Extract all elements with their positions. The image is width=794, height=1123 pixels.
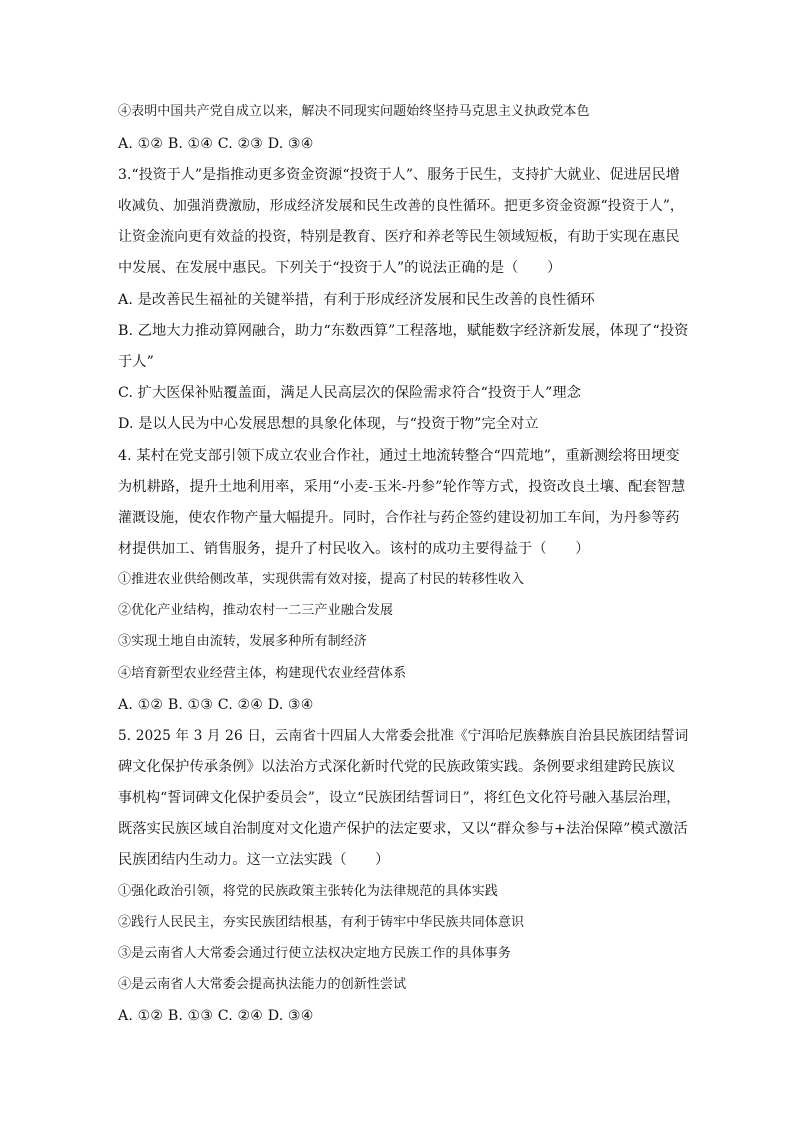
q3-option-d: D. 是以人民为中心发展思想的具象化体现，与“投资于物”完全对立 [118,416,539,432]
q5-statement-3: ③是云南省人大常委会通过行使立法权决定地方民族工作的具体事务 [118,946,512,961]
q2-statement-4: ④表明中国共产党自成立以来，解决不同现实问题始终坚持马克思主义执政党本色 [118,104,590,119]
q5-choices: A. ①② B. ①③ C. ②④ D. ③④ [118,1008,314,1024]
q4-choices: A. ①② B. ①③ C. ②④ D. ③④ [118,697,314,713]
q3-option-b-line-2: 于人” [118,354,154,370]
q5-statement-2: ②践行人民民主，夯实民族团结根基，有利于铸牢中华民族共同体意识 [118,915,525,930]
q4-stem-line-2: 为机耕路，提升土地利用率，采用“小麦-玉米-丹参”轮作等方式，投资改良土壤、配套智慧 [118,479,686,495]
q3-option-a: A. 是改善民生福祉的关键举措，有利于形成经济发展和民生改善的良性循环 [118,292,595,308]
q3-stem-line-2: 收减负、加强消费激励，形成经济发展和民生改善的良性循环。把更多资金资源“投资于人”， [118,198,684,214]
q3-stem-line-3: 让资金流向更有效益的投资，特别是教育、医疗和养老等民生领域短板，有助于实现在惠民 [118,229,680,245]
q4-statement-3: ③实现土地自由流转，发展多种所有制经济 [118,634,367,649]
q5-stem-line-4: 既落实民族区域自治制度对文化遗产保护的法定要求，又以“群众参与+法治保障”模式激活 [118,821,688,837]
q5-stem-line-3: 事机构“誓词碑文化保护委员会”，设立“民族团结誓词日”，将红色文化符号融入基层治理， [118,790,681,806]
q5-stem-line-1: 5. 2025 年 3 月 26 日，云南省十四届人大常委会批准《宁洱哈尼族彝族自治县民族团结誓词 [118,728,689,744]
q5-stem-line-5: 民族团结内生动力。这一立法实践（ ） [118,852,390,868]
q4-statement-1: ①推进农业供给侧改革，实现供需有效对接，提高了村民的转移性收入 [118,572,525,587]
q5-statement-1: ①强化政治引领，将党的民族政策主张转化为法律规范的具体实践 [118,884,498,899]
q4-statement-2: ②优化产业结构，推动农村一二三产业融合发展 [118,603,394,618]
q4-stem-line-4: 材提供加工、销售服务，提升了村民收入。该村的成功主要得益于（ ） [118,541,590,557]
q2-choices: A. ①② B. ①④ C. ②③ D. ③④ [118,136,314,152]
q4-statement-4: ④培育新型农业经营主体，构建现代农业经营体系 [118,666,407,681]
q3-stem-line-4: 中发展、在发展中惠民。下列关于“投资于人”的说法正确的是（ ） [118,260,562,276]
q3-option-c: C. 扩大医保补贴覆盖面，满足人民高层次的保险需求符合“投资于人”理念 [118,385,582,401]
q5-stem-line-2: 碑文化保护传承条例》以法治方式深化新时代党的民族政策实践。条例要求组建跨民族议 [118,759,676,775]
q4-stem-line-3: 灌溉设施，使农作物产量大幅提升。同时，合作社与药企签约建设初加工车间，为丹参等药 [118,510,680,526]
q3-option-b-line-1: B. 乙地大力推动算网融合，助力“东数西算”工程落地，赋能数字经济新发展，体现了“投资 [118,323,689,339]
q5-statement-4: ④是云南省人大常委会提高执法能力的创新性尝试 [118,977,407,992]
q4-stem-line-1: 4. 某村在党支部引领下成立农业合作社，通过土地流转整合“四荒地”，重新测绘将田埂变 [118,448,680,464]
q3-stem-line-1: 3.“投资于人”是指推动更多资金资源“投资于人”、服务于民生，支持扩大就业、促进居民增 [118,167,680,183]
